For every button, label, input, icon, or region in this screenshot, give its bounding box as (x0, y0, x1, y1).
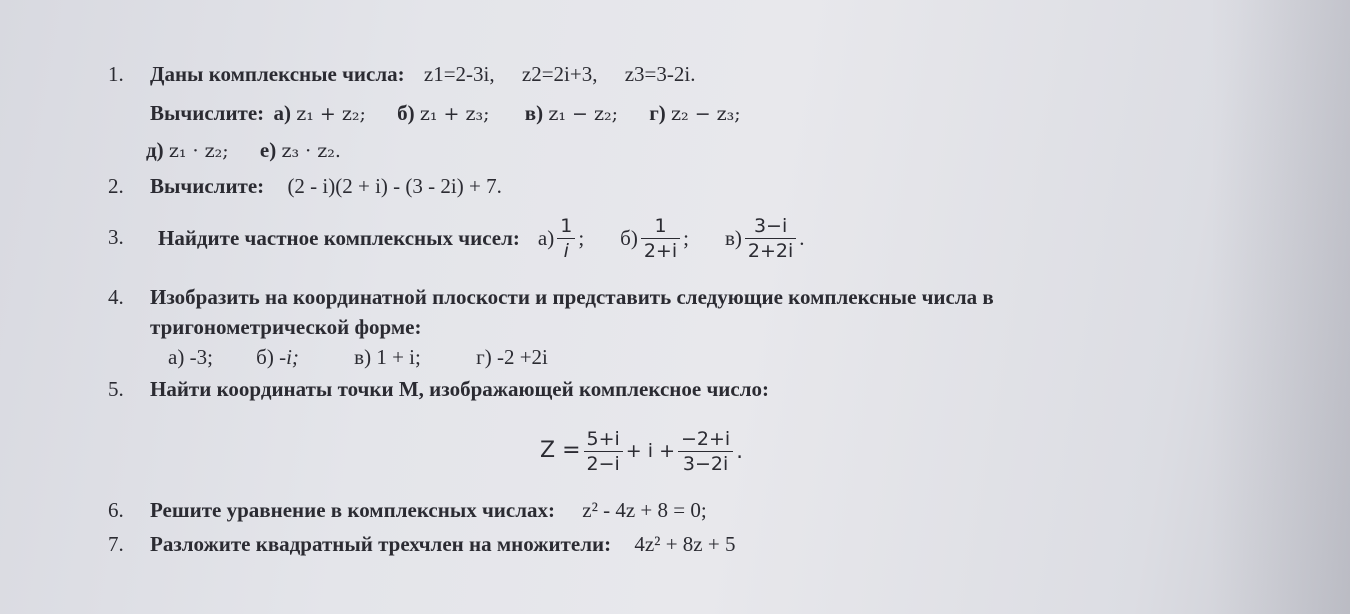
task-3-item-a-numerator: 1 (557, 214, 575, 239)
task-4-line2: тригонометрической форме: (150, 315, 422, 339)
task-4-item-a-label: а) (168, 345, 185, 369)
task-3 (158, 206, 805, 270)
task-2 (150, 174, 502, 198)
task-3-item-v-numerator: 3−i (745, 214, 796, 239)
task-5-mid: + i + (625, 440, 675, 462)
task-5-end: . (736, 439, 743, 463)
task-3-label: Найдите частное комплексных чисел: (158, 226, 520, 250)
task-4-item-v-label: в) (354, 345, 372, 369)
task-1-item-v-label: в) (524, 101, 544, 125)
task-3-item-a-label: а) (537, 226, 555, 250)
task-3-item-a-end: ; (578, 226, 585, 250)
task-1-z1: z1=2-3i, (423, 62, 495, 86)
task-1-item-b-label: б) (397, 101, 415, 125)
task-4-item-v-expr: 1 + i; (376, 345, 421, 369)
task-1-item-a-label: а) (273, 101, 291, 125)
task-1-item-g-label: г) (649, 101, 666, 125)
task-6-label: Решите уравнение в комплексных числах: (150, 498, 555, 522)
task-5-number: 5. (108, 377, 124, 401)
task-1-item-b-expr: z₁ + z₃; (419, 103, 490, 125)
task-1-row1 (150, 101, 741, 126)
task-3-item-b-fraction (641, 214, 680, 263)
task-1-item-a-expr: z₁ + z₂; (296, 103, 366, 125)
task-4-item-b-label: б) (256, 345, 274, 369)
task-1-item-e-label: е) (259, 138, 277, 162)
task-3-item-a-fraction (557, 214, 575, 263)
task-7 (150, 532, 735, 556)
task-3-item-a-denominator: i (563, 239, 569, 262)
task-7-number: 7. (108, 532, 124, 556)
task-4-items (168, 345, 548, 369)
task-5-formula (540, 420, 743, 482)
task-3-number: 3. (108, 225, 124, 249)
task-3-item-b-denominator: 2+i (643, 239, 678, 262)
task-5-fraction-2 (678, 427, 733, 476)
task-2-label: Вычислите: (150, 174, 265, 198)
task-5-fraction-1-numerator: 5+i (584, 427, 623, 452)
task-1-compute-label: Вычислите: (150, 101, 265, 125)
task-5-fraction-2-denominator: 3−2i (682, 452, 729, 475)
task-1-intro-text: Даны комплексные числа: (150, 62, 405, 86)
task-1-item-g-expr: z₂ − z₃; (671, 103, 741, 125)
task-5-fraction-2-numerator: −2+i (678, 427, 733, 452)
task-3-item-b-label: б) (620, 226, 638, 250)
task-7-expr: 4z² + 8z + 5 (634, 532, 736, 556)
task-5-fraction-1 (584, 427, 623, 476)
task-6-number: 6. (108, 498, 124, 522)
task-3-item-v-denominator: 2+2i (747, 239, 794, 262)
task-5-z: Z = (540, 438, 581, 463)
task-1-row2 (146, 138, 341, 163)
task-2-number: 2. (108, 174, 124, 198)
task-3-item-v-label: в) (724, 226, 742, 250)
task-2-expr: (2 - i)(2 + i) - (3 - 2i) + 7. (287, 174, 502, 198)
task-4-number: 4. (108, 285, 124, 309)
task-5-fraction-1-denominator: 2−i (586, 452, 620, 475)
task-4-item-g-expr: -2 +2i (496, 345, 548, 369)
task-3-item-v-end: . (799, 226, 805, 250)
task-1-z3: z3=3-2i. (624, 62, 696, 86)
task-6-expr: z² - 4z + 8 = 0; (582, 498, 707, 522)
task-1-item-d-expr: z₁ · z₂; (168, 140, 229, 162)
task-3-item-v-fraction (745, 214, 796, 263)
task-3-item-b-end: ; (683, 226, 689, 250)
task-6 (150, 498, 707, 522)
task-1-intro (150, 62, 695, 86)
task-1-item-d-label: д) (146, 138, 164, 162)
task-1-number: 1. (108, 62, 124, 86)
task-4-item-a-expr: -3; (189, 345, 213, 369)
task-4-item-b-expr: -i; (279, 345, 299, 369)
task-4-item-g-label: г) (476, 345, 492, 369)
task-7-label: Разложите квадратный трехчлен на множители: (150, 532, 612, 556)
task-1-item-e-expr: z₃ · z₂. (281, 140, 341, 162)
task-1-item-v-expr: z₁ − z₂; (548, 103, 618, 125)
task-5-label: Найти координаты точки M, изображающей комплексное число: (150, 377, 769, 401)
task-1-z2: z2=2i+3, (521, 62, 598, 86)
task-4-line1: Изобразить на координатной плоскости и представить следующие комплексные числа в (150, 285, 994, 309)
task-3-item-b-numerator: 1 (641, 214, 680, 239)
